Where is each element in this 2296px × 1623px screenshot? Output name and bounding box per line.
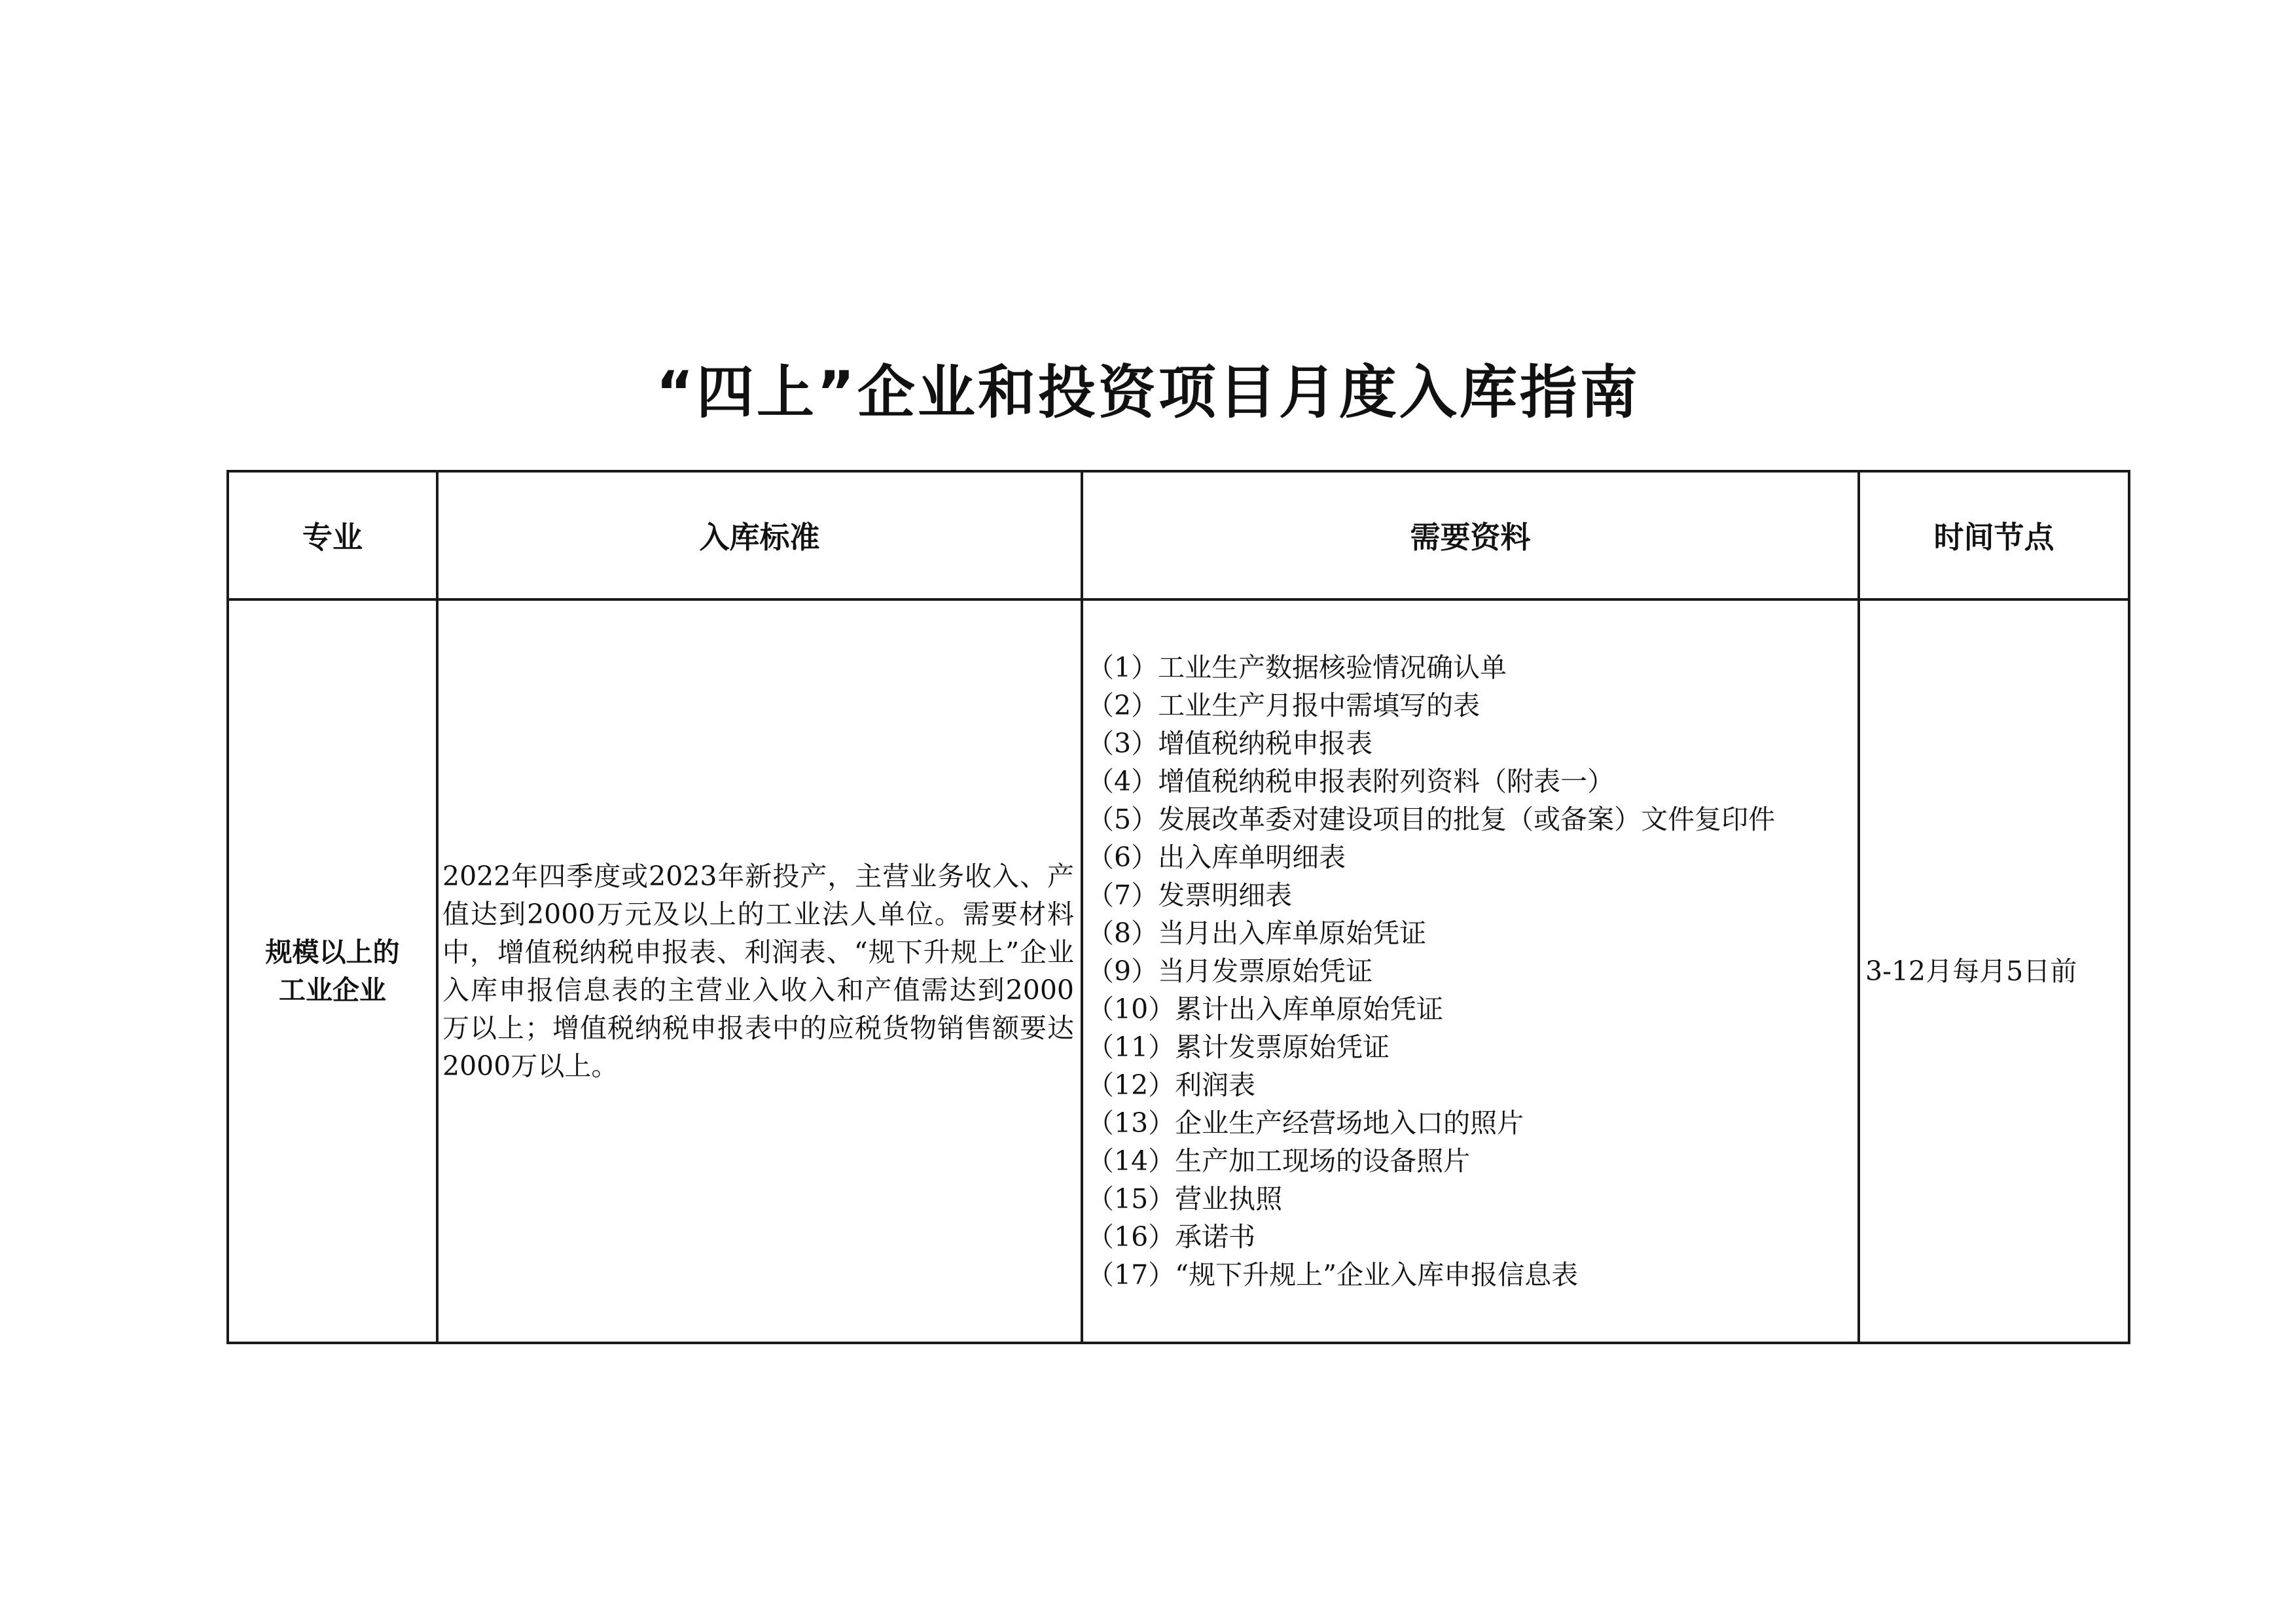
guide-table bbox=[226, 470, 2130, 1344]
header-category: 专业 bbox=[228, 471, 437, 599]
standard-cell bbox=[437, 599, 1082, 1343]
header-materials: 需要资料 bbox=[1082, 471, 1859, 599]
list-item: （16）承诺书 bbox=[1087, 1221, 1256, 1253]
list-item: （1）工业生产数据核验情况确认单 bbox=[1087, 652, 1507, 683]
list-item: （7）发票明细表 bbox=[1087, 880, 1293, 911]
list-item: （12）利润表 bbox=[1087, 1069, 1256, 1101]
materials-cell bbox=[1082, 599, 1859, 1343]
list-item: （8）当月出入库单原始凭证 bbox=[1087, 918, 1427, 949]
time-text: 3-12月每月5日前 bbox=[1865, 955, 2077, 987]
list-item: （15）营业执照 bbox=[1087, 1183, 1283, 1215]
list-item: （10）累计出入库单原始凭证 bbox=[1087, 993, 1444, 1025]
list-item: （11）累计发票原始凭证 bbox=[1087, 1031, 1390, 1063]
list-item: （3）增值税纳税申报表 bbox=[1087, 728, 1373, 759]
table-header-row bbox=[228, 471, 2129, 599]
category-text: 规模以上的 工业企业 bbox=[265, 936, 400, 1006]
standard-text: 2022年四季度或2023年新投产，主营业务收入、产值达到2000万元及以上的工业法人单位。需要材料中，增值税纳税申报表、利润表、“规下升规上”企业入库申报信息表的主营业入收入和产值需达到2000万以上；增值税纳税申报表中的应税货物销售额要达2000万以上。 bbox=[442, 861, 1074, 1082]
page-title: “四上”企业和投资项目月度入库指南 bbox=[656, 359, 1640, 426]
table-row bbox=[228, 599, 2129, 1343]
header-time: 时间节点 bbox=[1859, 471, 2129, 599]
list-item: （2）工业生产月报中需填写的表 bbox=[1087, 690, 1480, 721]
list-item: （9）当月发票原始凭证 bbox=[1087, 955, 1373, 987]
materials-list bbox=[1087, 649, 1852, 1294]
list-item: （13）企业生产经营场地入口的照片 bbox=[1087, 1107, 1524, 1139]
header-standard: 入库标准 bbox=[437, 471, 1082, 599]
list-item: （5）发展改革委对建设项目的批复（或备案）文件复印件 bbox=[1087, 804, 1776, 835]
list-item: （4）增值税纳税申报表附列资料（附表一） bbox=[1087, 766, 1615, 797]
category-cell bbox=[228, 599, 437, 1343]
list-item: （14）生产加工现场的设备照片 bbox=[1087, 1145, 1471, 1177]
list-item: （17）“规下升规上”企业入库申报信息表 bbox=[1087, 1259, 1579, 1291]
list-item: （6）出入库单明细表 bbox=[1087, 842, 1346, 873]
time-cell bbox=[1859, 599, 2129, 1343]
